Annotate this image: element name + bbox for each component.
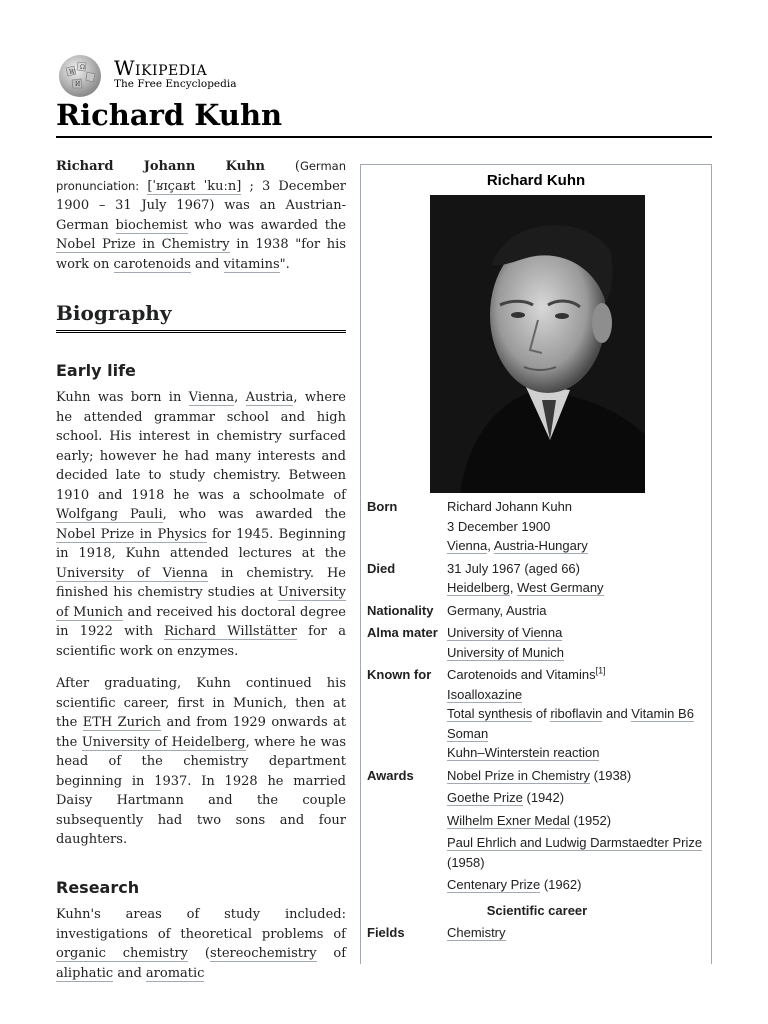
- reference-1[interactable]: [1]: [595, 665, 606, 676]
- award-2: [447, 788, 707, 808]
- early-life-paragraph-2: [56, 674, 346, 850]
- infobox-row-nationality: [367, 601, 707, 624]
- born-label: Born: [367, 499, 398, 514]
- known-for-value: [447, 665, 707, 766]
- link-vitamin-b6[interactable]: Vitamin B6: [631, 706, 694, 721]
- text: and: [117, 965, 142, 981]
- link-eth-zurich[interactable]: ETH Zurich: [82, 715, 162, 730]
- link-university-of-heidelberg[interactable]: University of Heidelberg: [81, 734, 246, 750]
- heading-biography: Biography: [56, 304, 346, 333]
- alma-mater-label: Alma mater: [367, 625, 438, 640]
- infobox-row-career-heading: [367, 901, 707, 924]
- text: for 1945. Beginning in 1918, Kuhn attended lectures at the: [56, 526, 346, 561]
- nationality-label: Nationality: [367, 602, 434, 618]
- text: After graduating, Kuhn continued his scientific career, first in Munich, then at the: [56, 676, 346, 730]
- link-award-centenary[interactable]: Centenary Prize: [447, 877, 541, 892]
- text: (: [204, 946, 210, 961]
- sep: ,: [509, 580, 518, 595]
- site-header: [56, 53, 356, 99]
- fields-value: [447, 923, 707, 946]
- known-3: [447, 704, 707, 724]
- text: (1952): [569, 812, 612, 828]
- born-value: [447, 497, 707, 559]
- pronunciation-label: German pronunciation:: [56, 159, 346, 193]
- text: , where he was head of the chemistry department beginning in 1937. In 1928 he married Daisy Hartmann and the couple subsequently had two sons and four daughters.: [56, 734, 347, 847]
- link-austria-hungary[interactable]: Austria-Hungary: [493, 538, 588, 553]
- intro-paragraph: [56, 157, 346, 274]
- alma-1: [447, 623, 707, 643]
- known-4: [447, 724, 707, 744]
- link-organic-chemistry[interactable]: organic chemistry: [56, 946, 189, 961]
- link-aromatic[interactable]: aromatic: [145, 965, 205, 981]
- infobox-row-alma-mater: [367, 623, 707, 665]
- link-carotenoids[interactable]: carotenoids: [113, 256, 191, 272]
- ipa-link[interactable]: [ˈʁɪçaʁt ˈkuːn]: [147, 178, 242, 194]
- link-austria[interactable]: Austria: [245, 390, 294, 405]
- text: (1942): [522, 790, 565, 805]
- intro-end: ".: [279, 256, 290, 272]
- died-label: Died: [367, 560, 396, 576]
- svg-text:И: И: [75, 81, 81, 88]
- known-2: [447, 685, 707, 705]
- infobox-row-fields: [367, 923, 707, 946]
- text: for a scientific work on enzymes.: [56, 624, 346, 659]
- intro-dates: ; 3 December 1900 – 31 July 1967) was an Austrian-German: [56, 178, 347, 233]
- scientific-career-heading: Scientific career: [486, 902, 588, 918]
- infobox-title: Richard Kuhn: [486, 172, 586, 189]
- link-vitamins[interactable]: vitamins: [223, 256, 280, 272]
- link-wolfgang-pauli[interactable]: Wolfgang Pauli: [56, 507, 163, 522]
- link-nobel-chemistry[interactable]: Nobel Prize in Chemistry: [56, 237, 230, 252]
- award-5: [447, 875, 707, 895]
- died-place: [447, 578, 707, 598]
- subject-name: Richard Johann Kuhn: [56, 159, 265, 174]
- research-paragraph-1: [56, 905, 346, 983]
- pron-open: (: [294, 159, 300, 174]
- intro-tail: in 1938 "for his work on: [56, 237, 347, 272]
- wikipedia-wordmark[interactable]: Wikipedia: [114, 56, 208, 80]
- born-date: 3 December 1900: [447, 518, 551, 534]
- link-alma-munich[interactable]: University of Munich: [447, 644, 565, 660]
- sep: ,: [487, 538, 494, 553]
- known-1: [447, 665, 707, 685]
- link-award-goethe[interactable]: Goethe Prize: [447, 790, 523, 805]
- infobox-table: [367, 497, 707, 946]
- link-nobel-physics[interactable]: Nobel Prize in Physics: [56, 526, 207, 542]
- link-field-chemistry[interactable]: Chemistry: [447, 925, 506, 940]
- intro-and: and: [195, 256, 220, 272]
- svg-text:Ω: Ω: [80, 64, 85, 71]
- born-name: Richard Johann Kuhn: [447, 499, 573, 514]
- infobox-row-died: [367, 559, 707, 601]
- text: (1938): [590, 767, 632, 783]
- article-body: [56, 157, 346, 996]
- text: and: [602, 706, 632, 721]
- link-born-vienna[interactable]: Vienna: [447, 538, 488, 553]
- link-isoalloxazine[interactable]: Isoalloxazine: [447, 686, 523, 702]
- heading-research: Research: [56, 877, 140, 897]
- title-divider: [56, 136, 712, 138]
- text: , where he attended grammar school and high school. His interest in chemistry surfaced early; however he had many interests and decided late to study chemistry. Between 1910 and 1918 he was a schoolmate of: [56, 390, 346, 503]
- link-soman[interactable]: Soman: [447, 725, 489, 741]
- alma-2: [447, 643, 707, 663]
- award-3: [447, 811, 707, 831]
- link-award-nobel[interactable]: Nobel Prize in Chemistry: [447, 767, 591, 783]
- born-place: [447, 536, 707, 556]
- text: Kuhn's areas of study included: investigations of theoretical problems of: [56, 907, 346, 942]
- link-university-of-vienna[interactable]: University of Vienna: [56, 565, 209, 581]
- died-date: 31 July 1967 (aged 66): [447, 560, 580, 576]
- link-aliphatic[interactable]: aliphatic: [56, 965, 114, 981]
- known-5: [447, 743, 707, 763]
- intro-mid: who was awarded the: [194, 217, 347, 233]
- awards-label: Awards: [367, 767, 414, 783]
- infobox-row-known-for: [367, 665, 707, 766]
- link-stereochemistry[interactable]: stereochemistry: [209, 946, 317, 961]
- link-award-ehrlich[interactable]: Paul Ehrlich and Ludwig Darmstaedter Prize: [447, 835, 703, 850]
- text: and from 1929 onwards at the: [56, 715, 346, 750]
- link-university-of-munich[interactable]: University of Munich: [56, 585, 346, 620]
- died-value: [447, 559, 707, 601]
- link-vienna[interactable]: Vienna: [188, 390, 235, 405]
- link-award-exner[interactable]: Wilhelm Exner Medal: [447, 812, 570, 828]
- award-4: [447, 833, 707, 872]
- infobox: [360, 164, 712, 964]
- link-died-heidelberg[interactable]: Heidelberg: [447, 580, 510, 595]
- portrait-photo[interactable]: [430, 195, 645, 493]
- wikipedia-tagline: The Free Encyclopedia: [114, 78, 237, 90]
- link-kuhn-winterstein[interactable]: Kuhn–Winterstein reaction: [447, 745, 600, 760]
- text: (1958): [447, 854, 485, 870]
- text: Carotenoids and Vitamins: [447, 667, 596, 682]
- page-title: Richard Kuhn: [56, 98, 283, 132]
- link-alma-vienna[interactable]: University of Vienna: [447, 625, 563, 640]
- awards-value: [447, 766, 707, 901]
- early-life-paragraph-1: [56, 388, 346, 661]
- infobox-row-born: [367, 497, 707, 559]
- wikipedia-globe-icon[interactable]: [56, 54, 104, 98]
- svg-text:W: W: [69, 69, 76, 76]
- text: of: [333, 946, 347, 961]
- heading-early-life: Early life: [56, 360, 136, 380]
- known-for-label: Known for: [367, 667, 432, 682]
- link-total-synthesis[interactable]: Total synthesis: [447, 706, 533, 721]
- link-biochemist[interactable]: biochemist: [115, 217, 188, 233]
- fields-label: Fields: [367, 925, 405, 940]
- alma-mater-value: [447, 623, 707, 665]
- link-riboflavin[interactable]: riboflavin: [550, 706, 603, 721]
- award-1: [447, 766, 707, 786]
- text: ,: [234, 390, 239, 405]
- text: Kuhn was born in: [56, 390, 182, 405]
- nationality-value: Germany, Austria: [447, 602, 547, 618]
- text: and received his doctoral degree in 1922 with: [56, 604, 346, 639]
- text: in chemistry. He finished his chemistry studies at: [56, 565, 346, 600]
- text: (1962): [540, 877, 582, 892]
- text: of: [532, 706, 551, 721]
- link-richard-willstatter[interactable]: Richard Willstätter: [164, 624, 297, 639]
- text: , who was awarded the: [162, 507, 346, 522]
- link-west-germany[interactable]: West Germany: [517, 580, 604, 595]
- infobox-row-awards: [367, 766, 707, 901]
